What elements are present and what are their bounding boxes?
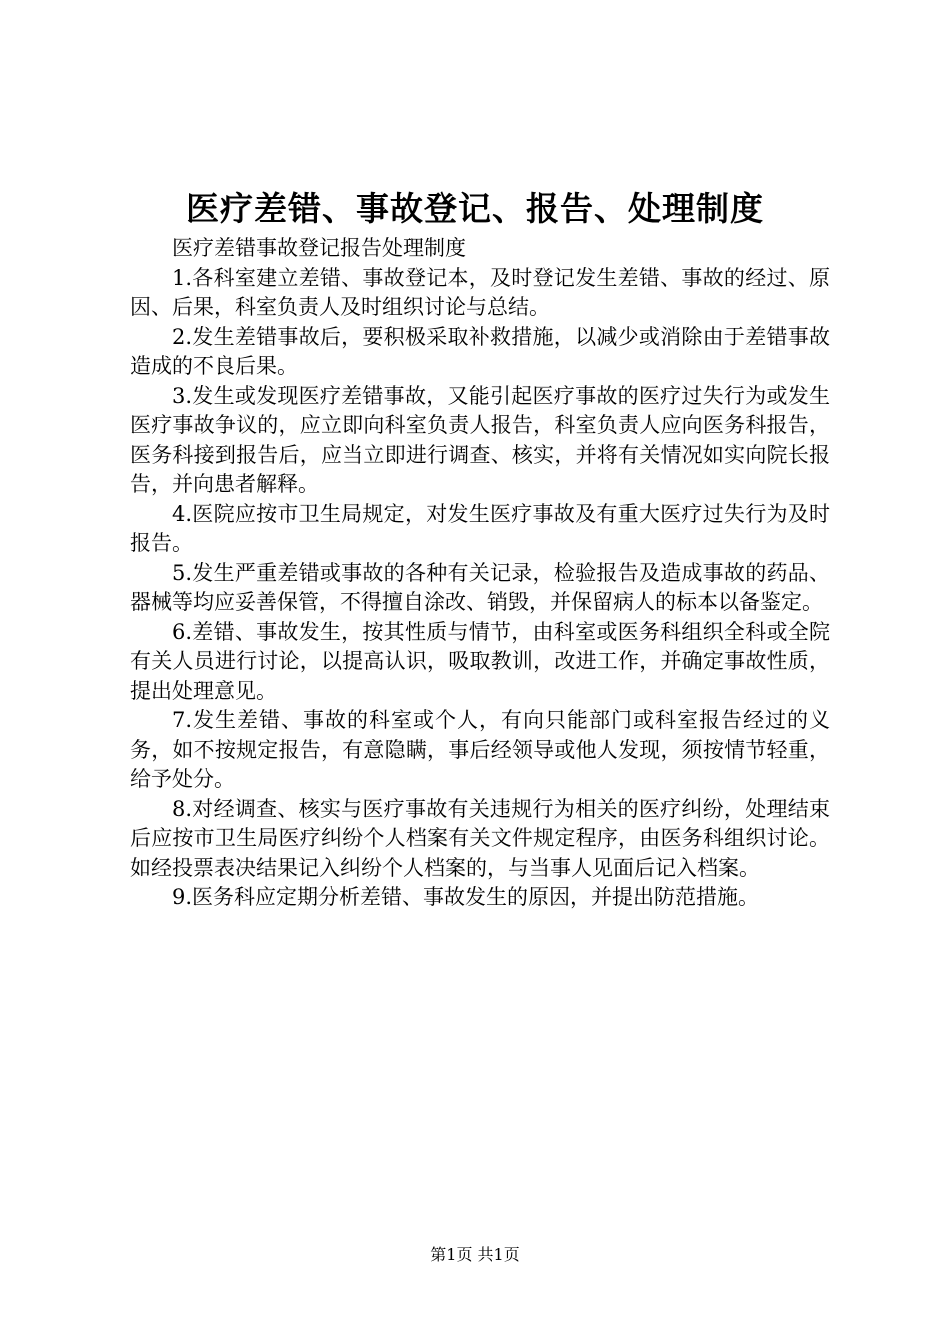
rule-paragraph-1: 1.各科室建立差错、事故登记本，及时登记发生差错、事故的经过、原因、后果，科室负责人及时组织讨论与总结。 <box>130 265 830 319</box>
rule-paragraph-9: 9.医务科应定期分析差错、事故发生的原因，并提出防范措施。 <box>172 885 760 909</box>
page-footer: 第1页 共1页 <box>430 1245 520 1264</box>
document-title: 医疗差错、事故登记、报告、处理制度 <box>186 189 764 228</box>
rule-paragraph-8: 8.对经调查、核实与医疗事故有关违规行为相关的医疗纠纷，处理结束后应按市卫生局医疗纠纷个人档案有关文件规定程序，由医务科组织讨论。如经投票表决结果记入纠纷个人档案的，与当事人见面后记入档案。 <box>130 796 830 880</box>
document-body <box>130 234 830 913</box>
rule-paragraph-6: 6.差错、事故发生，按其性质与情节，由科室或医务科组织全科或全院有关人员进行讨论，以提高认识，吸取教训，改进工作，并确定事故性质，提出处理意见。 <box>130 619 830 703</box>
rule-paragraph-7: 7.发生差错、事故的科室或个人，有向只能部门或科室报告经过的义务，如不按规定报告，有意隐瞒，事后经领导或他人发现，须按情节轻重，给予处分。 <box>130 708 830 791</box>
rule-paragraph-4: 4.医院应按市卫生局规定，对发生医疗事故及有重大医疗过失行为及时报告。 <box>130 501 830 555</box>
rule-paragraph-3: 3.发生或发现医疗差错事故，又能引起医疗事故的医疗过失行为或发生医疗事故争议的，应立即向科室负责人报告，科室负责人应向医务科报告，医务科接到报告后，应当立即进行调查、核实，并将有关情况如实向院长报告，并向患者解释。 <box>130 383 830 496</box>
intro-paragraph: 医疗差错事故登记报告处理制度 <box>172 236 466 260</box>
rule-paragraph-2: 2.发生差错事故后，要积极采取补救措施，以减少或消除由于差错事故造成的不良后果。 <box>130 324 830 378</box>
rule-paragraph-5: 5.发生严重差错或事故的各种有关记录，检验报告及造成事故的药品、器械等均应妥善保管，不得擅自涂改、销毁，并保留病人的标本以备鉴定。 <box>130 560 830 614</box>
